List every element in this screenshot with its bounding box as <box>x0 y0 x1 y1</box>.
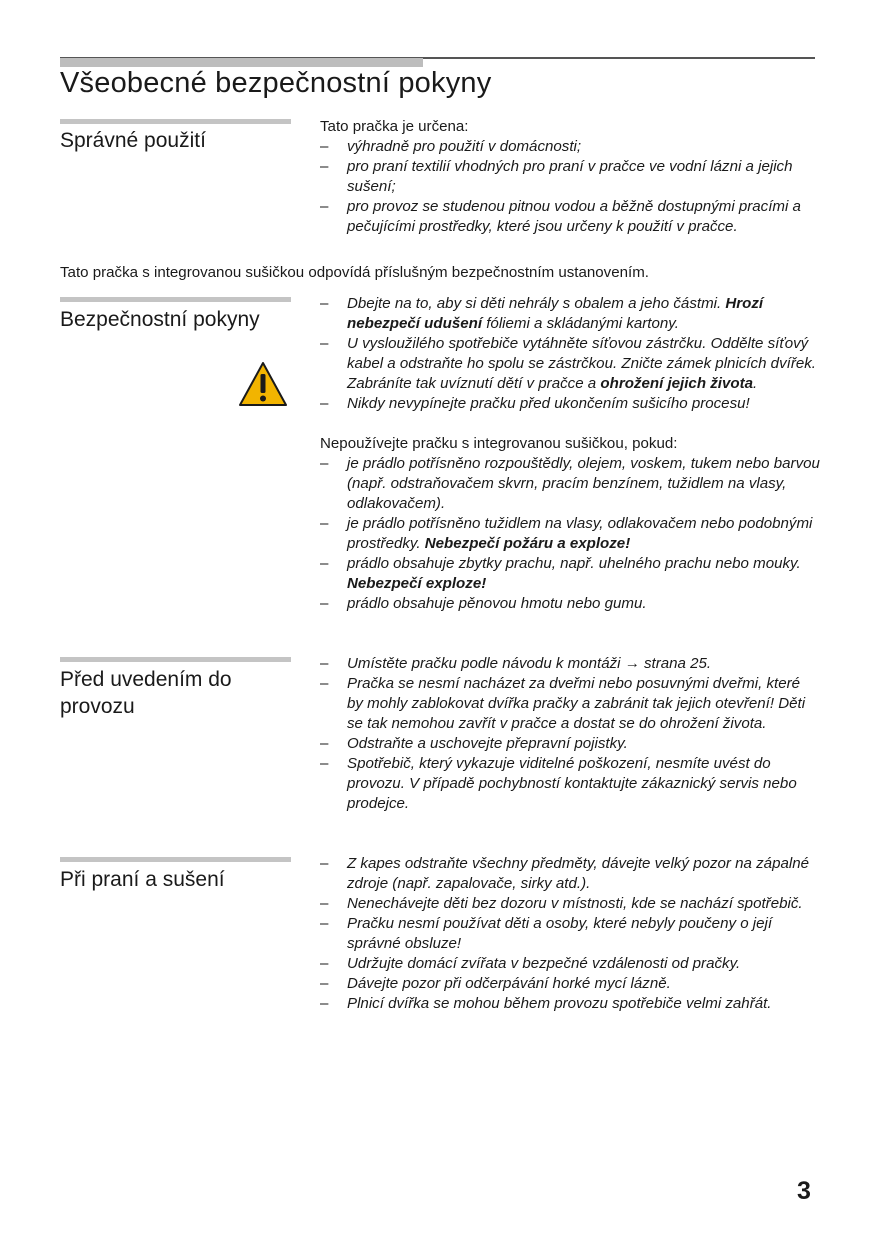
list-item: – pro praní textilií vhodných pro praní v pračce ve vodní lázni a jejich sušení; <box>320 157 820 197</box>
list-item: – Umístěte pračku podle návodu k montáži → strana 25. <box>320 654 820 674</box>
section-body-pred <box>320 654 820 814</box>
warning-triangle-icon <box>238 361 288 407</box>
bullet-list <box>320 454 820 614</box>
list-item: – Udržujte domácí zvířata v bezpečné vzdálenosti od pračky. <box>320 954 820 974</box>
section-bar-prani <box>60 857 291 862</box>
section-bar-bezpecnostni <box>60 297 291 302</box>
list-item: – prádlo obsahuje zbytky prachu, např. uhelného prachu nebo mouky. Nebezpečí exploze! <box>320 554 820 594</box>
section-bar-pred <box>60 657 291 662</box>
list-item: – Odstraňte a uschovejte přepravní pojistky. <box>320 734 820 754</box>
section-title-bezpecnostni: Bezpečnostní pokyny <box>60 308 260 331</box>
list-item: – Nenechávejte děti bez dozoru v místnosti, kde se nachází spotřebič. <box>320 894 820 914</box>
list-item: – je prádlo potřísněno rozpouštědly, olejem, voskem, tukem nebo barvou (např. odstraňovačem skvrn, pracím benzínem, tužidlem na vlasy, odlakovačem). <box>320 454 820 514</box>
list-item: – U vysloužilého spotřebiče vytáhněte síťovou zástrčku. Oddělte síťový kabel a odstraňte ho spolu se zástrčkou. Zničte zámek plnicích dvířek. Zabráníte tak uvíznutí dětí v pračce a ohrožení jejich života. <box>320 334 820 394</box>
section-title-prani: Při praní a sušení <box>60 868 225 891</box>
list-item: – Pračka se nesmí nacházet za dveřmi nebo posuvnými dveřmi, které by mohly zablokovat dvířka pračky a zabránit tak jejich otevření! Děti se tak nemohou zavřít v pračce a dostat se do ohrožení života. <box>320 674 820 734</box>
list-item: – Dbejte na to, aby si děti nehrály s obalem a jeho částmi. Hrozí nebezpečí udušení fóliemi a skládanými kartony. <box>320 294 820 334</box>
top-rule-accent <box>60 58 423 67</box>
section-body-spravne <box>320 117 820 237</box>
bullet-list <box>320 137 820 237</box>
section-title-pred: Před uvedením do provozu <box>60 668 232 718</box>
list-item: – je prádlo potřísněno tužidlem na vlasy, odlakovačem nebo podobnými prostředky. Nebezpečí požáru a exploze! <box>320 514 820 554</box>
page-title: Všeobecné bezpečnostní pokyny <box>60 67 492 99</box>
intro-text: Tato pračka je určena: <box>320 118 469 135</box>
conformity-note: Tato pračka s integrovanou sušičkou odpovídá příslušným bezpečnostním ustanovením. <box>60 264 649 281</box>
list-item: – výhradně pro použití v domácnosti; <box>320 137 820 157</box>
section-title-spravne: Správné použití <box>60 129 206 152</box>
list-item: – prádlo obsahuje pěnovou hmotu nebo gumu. <box>320 594 820 614</box>
list-item: – Plnicí dvířka se mohou během provozu spotřebiče velmi zahřát. <box>320 994 820 1014</box>
section-body-bezpecnostni <box>320 294 820 614</box>
section-body-prani <box>320 854 820 1014</box>
list-item: – Nikdy nevypínejte pračku před ukončením sušicího procesu! <box>320 394 820 414</box>
list-item: – Z kapes odstraňte všechny předměty, dávejte velký pozor na zápalné zdroje (např. zapalovače, sirky atd.). <box>320 854 820 894</box>
list-item: – pro provoz se studenou pitnou vodou a běžně dostupnými pracími a pečujícími prostředky, které jsou určeny k použití v pračce. <box>320 197 820 237</box>
bullet-list <box>320 294 820 414</box>
section-bar-spravne <box>60 119 291 124</box>
bullet-list <box>320 854 820 1014</box>
list-item: – Dávejte pozor při odčerpávání horké mycí lázně. <box>320 974 820 994</box>
bullet-list <box>320 654 820 814</box>
page-number: 3 <box>797 1177 811 1205</box>
list-item: – Pračku nesmí používat děti a osoby, které nebyly poučeny o její správné obsluze! <box>320 914 820 954</box>
intro-text: Nepoužívejte pračku s integrovanou sušičkou, pokud: <box>320 435 678 452</box>
list-item: – Spotřebič, který vykazuje viditelné poškození, nesmíte uvést do provozu. V případě pochybností kontaktujte zákaznický servis nebo prodejce. <box>320 754 820 814</box>
